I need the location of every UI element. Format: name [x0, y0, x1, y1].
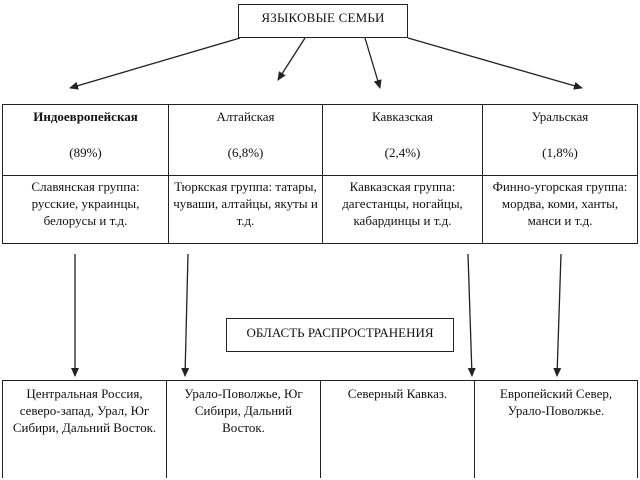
family-name: Уральская	[531, 109, 589, 124]
arrow-to-ural	[408, 38, 582, 88]
region-text: Урало-Поволжье, Юг Сибири, Дальний Восток.	[184, 386, 303, 435]
family-column-altai	[169, 105, 323, 243]
family-name: Алтайская	[216, 109, 275, 124]
family-column-ural	[483, 105, 637, 243]
family-percent: (1,8%)	[542, 145, 578, 160]
region-cell-altai	[167, 381, 321, 478]
arrow-region-ural	[557, 254, 561, 376]
region-text: Центральная Россия, северо-запад, Урал, Юг Сибири, Дальний Восток.	[12, 386, 157, 435]
title-box	[238, 4, 408, 38]
family-group: Финно-угорская группа: мордва, коми, ханты, манси и т.д.	[483, 175, 637, 243]
family-group: Тюркская группа: татары, чуваши, алтайцы, якуты и т.д.	[169, 175, 322, 243]
family-percent: (6,8%)	[227, 145, 264, 160]
family-percent: (89%)	[69, 145, 102, 160]
arrow-to-caucasus	[365, 38, 380, 88]
family-name: Кавказская	[371, 109, 434, 124]
family-group: Славянская группа: русские, украинцы, белорусы и т.д.	[3, 175, 168, 243]
regions-table	[2, 380, 638, 478]
region-cell-indo	[3, 381, 167, 478]
arrow-to-indo	[70, 38, 240, 88]
arrow-region-altai	[185, 254, 188, 376]
families-table	[2, 104, 638, 244]
area-label: ОБЛАСТЬ РАСПРОСТРАНЕНИЯ	[246, 325, 434, 340]
area-label-box	[226, 318, 454, 352]
family-column-caucasus	[323, 105, 483, 243]
arrow-to-altai	[278, 38, 305, 80]
family-percent: (2,4%)	[384, 145, 421, 160]
family-name: Индоевропейская	[33, 109, 138, 124]
region-cell-caucasus	[321, 381, 475, 478]
region-text: Европейский Север, Урало-Поволжье.	[499, 386, 613, 418]
arrow-region-caucasus	[468, 254, 472, 376]
family-column-indo	[3, 105, 169, 243]
region-text: Северный Кавказ.	[347, 386, 448, 401]
region-cell-ural	[475, 381, 637, 478]
family-group: Кавказская группа: дагестанцы, ногайцы, кабардинцы и т.д.	[323, 175, 482, 243]
diagram-title: ЯЗЫКОВЫЕ СЕМЬИ	[261, 10, 385, 25]
